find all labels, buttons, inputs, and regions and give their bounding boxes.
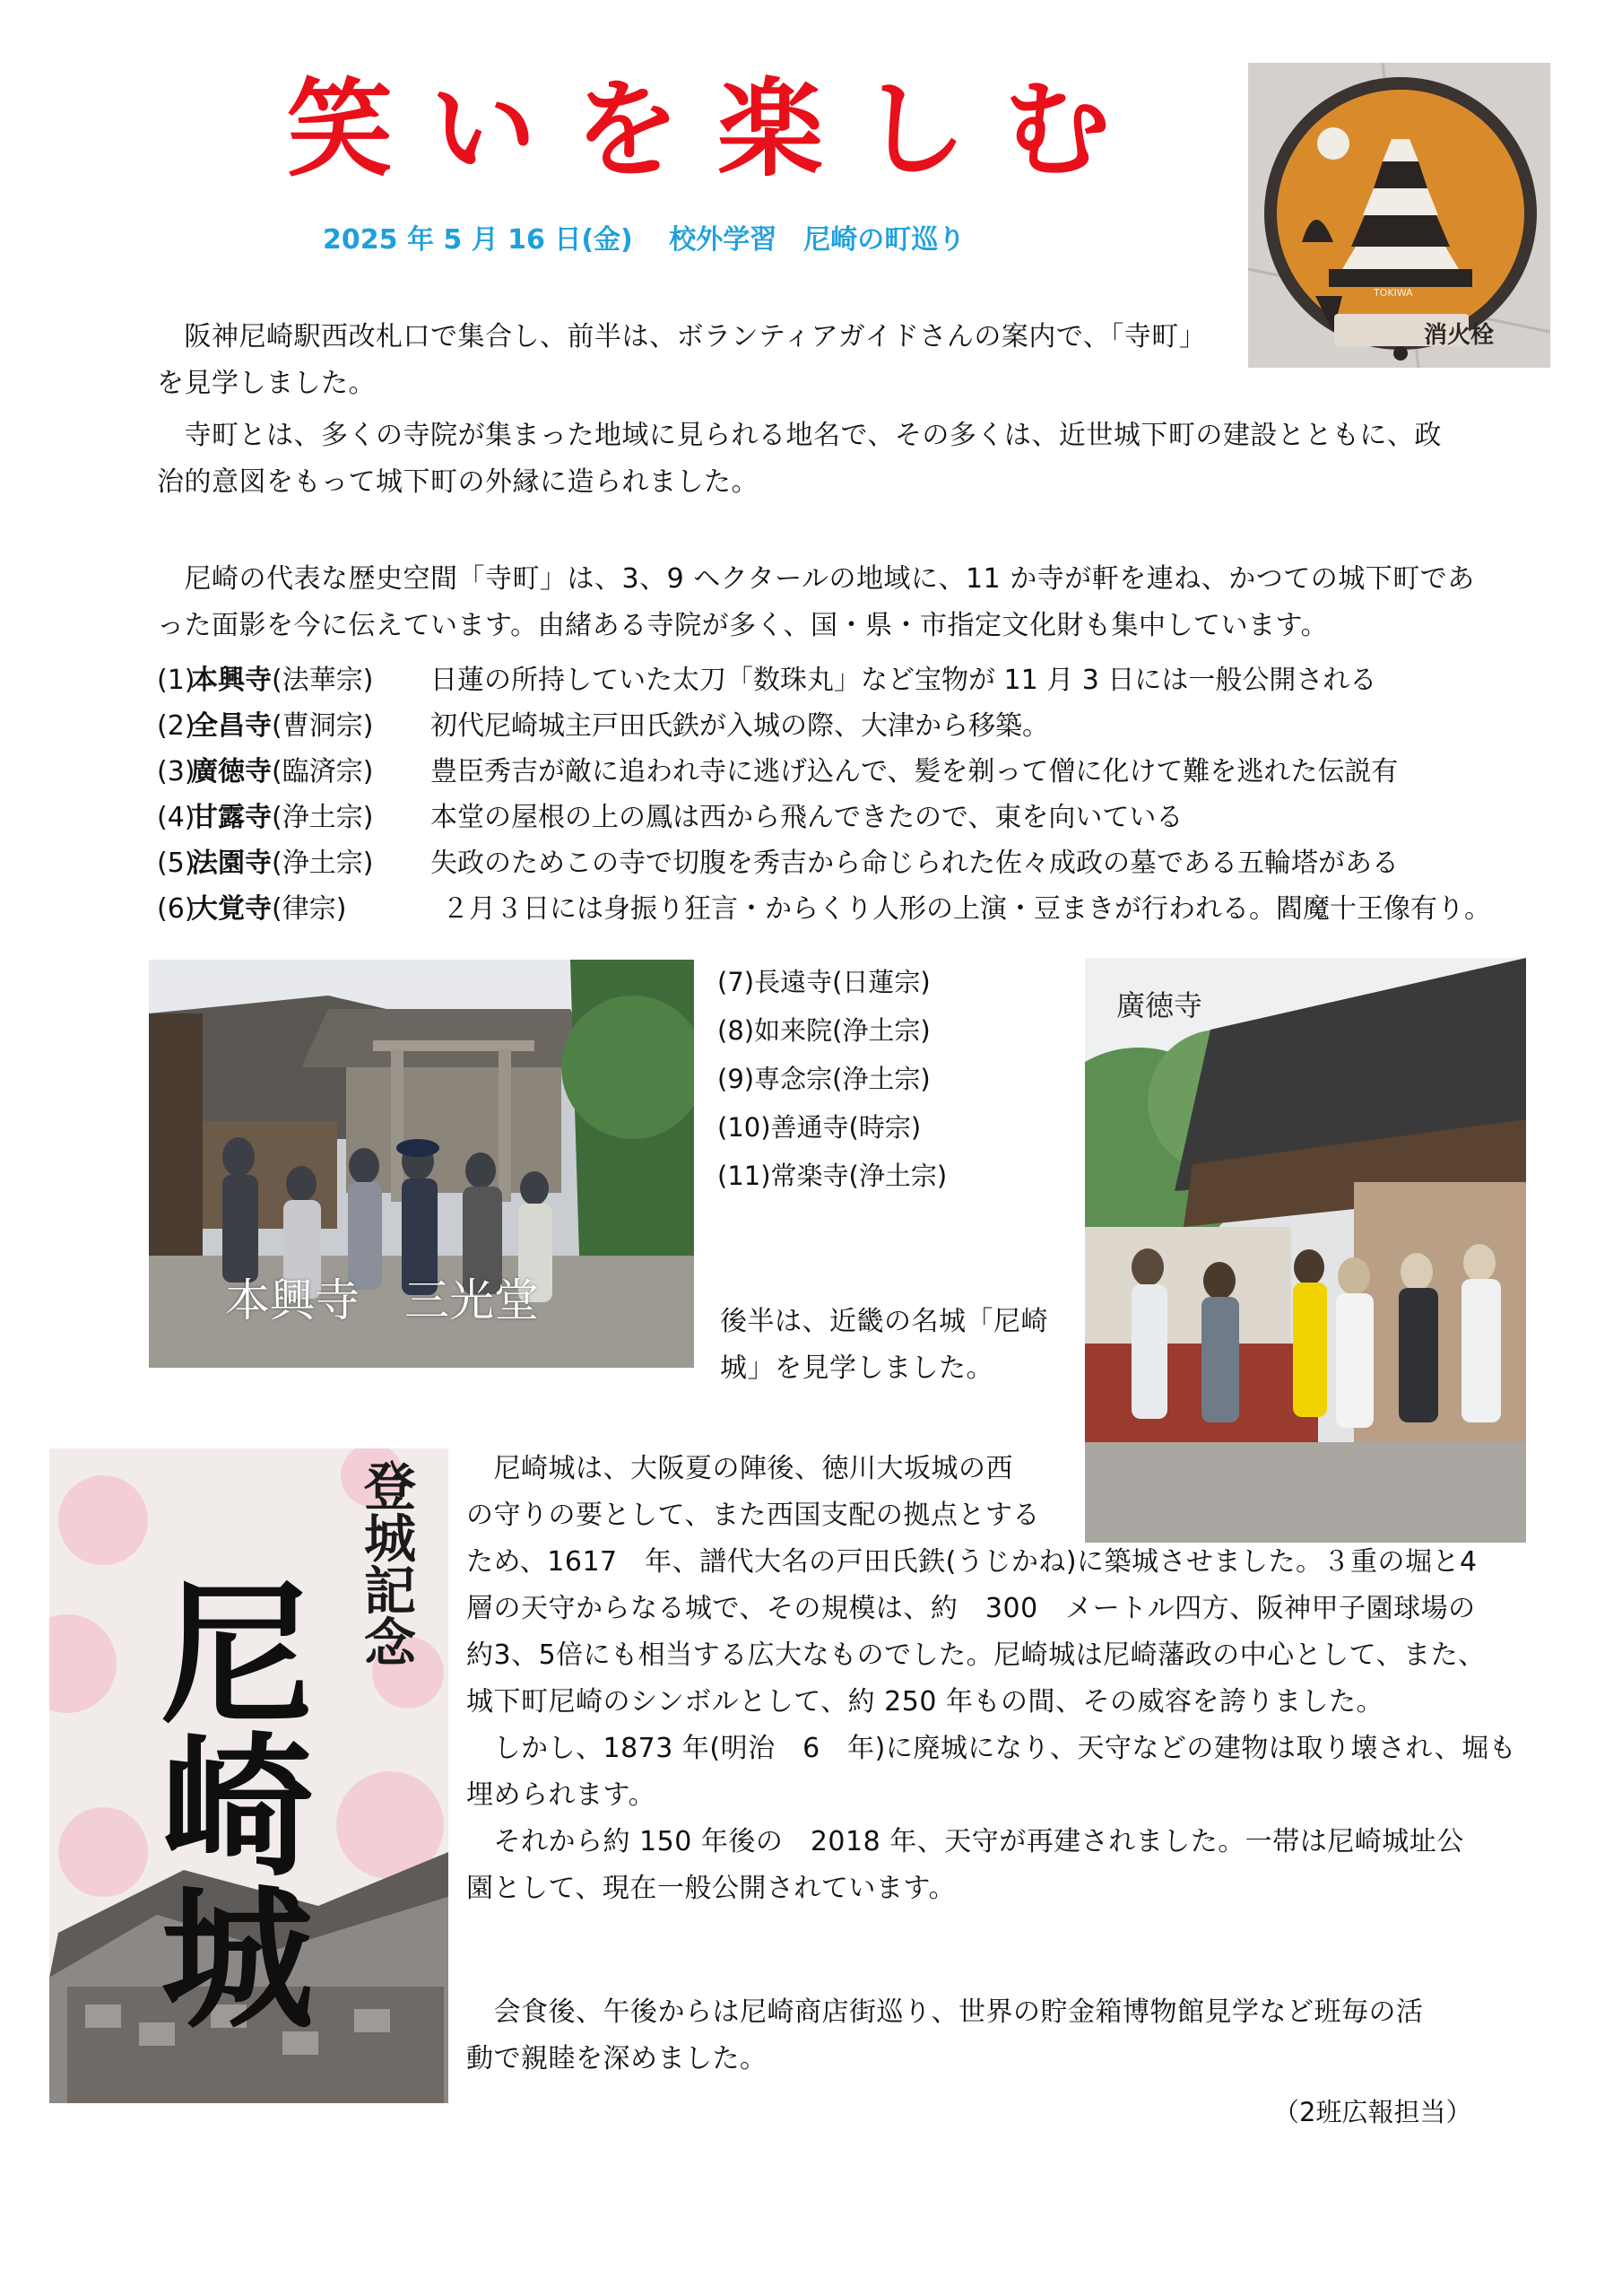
manhole-cover-photo (1248, 63, 1550, 368)
temple-more-item: (8)如来院(浄土宗) (717, 1015, 931, 1046)
temple-number: (4) (157, 802, 195, 833)
intro-p1-line2: を見学しました。 (157, 368, 376, 399)
closing-paragraph (466, 1989, 1542, 2083)
temple-name: 全昌寺 (191, 710, 272, 742)
temple-name: 法園寺 (191, 848, 272, 879)
temple-item (157, 749, 1520, 795)
castle-line: の守りの要として、また西国支配の拠点とする (466, 1500, 1040, 1531)
temple-name: 本興寺 (191, 665, 272, 696)
temple-name: 大覚寺 (191, 893, 272, 925)
temple-sect: (臨済宗) (272, 756, 374, 787)
intro-paragraph-2 (157, 413, 1502, 506)
intro-p3-line2: った面影を今に伝えています。由緒ある寺院が多く、国・県・市指定文化財も集中しています。 (157, 610, 1329, 641)
second-half-text (720, 1299, 1079, 1392)
honkoji-caption: 本興寺 三光堂 (225, 1274, 539, 1326)
temple-number: (2) (157, 710, 195, 742)
closing-line: 会食後、午後からは尼崎商店街巡り、世界の貯金箱博物館見学など班毎の活 (466, 1996, 1424, 2028)
intro-p2-line1: 寺町とは、多くの寺院が集まった地域に見られる地名で、その多くは、近世城下町の建設とともに、政 (157, 420, 1442, 451)
event-subtitle: 2025 年 5 月 16 日(金) 校外学習 尼崎の町巡り (323, 224, 966, 256)
second-half-line2: 城」を見学しました。 (720, 1352, 993, 1384)
manhole-stamp: TOKIWA (1374, 287, 1413, 299)
goshuin-main-text: 尼崎城 (134, 1574, 314, 2031)
castle-line: 層の天守からなる城で、その規模は、約 300 メートル四方、阪神甲子園球場の (466, 1593, 1476, 1624)
temple-number: (5) (157, 848, 195, 879)
second-half-line1: 後半は、近畿の名城「尼崎 (720, 1306, 1048, 1337)
intro-p3-line1: 尼崎の代表な歴史空間「寺町」は、3、9 ヘクタールの地域に、11 か寺が軒を連ね、かつての城下町であ (157, 563, 1475, 595)
temple-more-item: (11)常楽寺(浄土宗) (717, 1161, 948, 1191)
intro-p2-line2: 治的意図をもって城下町の外縁に造られました。 (157, 466, 759, 498)
temple-list (157, 657, 1520, 932)
castle-line: ため、1617 年、譜代大名の戸田氏鉄(うじかね)に築城させました。３重の堀と4 (466, 1546, 1478, 1578)
castle-line: 尼崎城は、大阪夏の陣後、徳川大坂城の西 (466, 1453, 1013, 1484)
temple-sect: (浄土宗) (272, 802, 374, 833)
castle-goshuin-image (49, 1448, 448, 2103)
temple-name: 廣徳寺 (191, 756, 272, 787)
temple-item (157, 703, 1520, 749)
temple-sect: (浄土宗) (272, 848, 374, 879)
intro-p1-line1: 阪神尼崎駅西改札口で集合し、前半は、ボランティアガイドさんの案内で、「寺町」 (157, 321, 1207, 352)
castle-line: 城下町尼崎のシンボルとして、約 250 年もの間、その威容を誇りました。 (466, 1686, 1383, 1718)
temple-description: 日蓮の所持していた太刀「数珠丸」など宝物が 11 月 3 日には一般公開される (430, 665, 1377, 696)
temple-item (157, 657, 1520, 703)
temple-item (157, 886, 1520, 932)
kotokuji-caption: 廣徳寺 (1116, 988, 1203, 1022)
goshuin-top-text: 登城記念 (355, 1459, 416, 1667)
temple-more-item: (10)善通寺(時宗) (717, 1112, 922, 1143)
temple-name: 甘露寺 (191, 802, 272, 833)
temple-number: (1) (157, 665, 195, 696)
temple-description: 本堂の屋根の上の鳳は西から飛んできたので、東を向いている (430, 802, 1184, 833)
temple-description: 初代尼崎城主戸田氏鉄が入城の際、大津から移築。 (430, 710, 1049, 742)
castle-line: 埋められます。 (466, 1779, 656, 1811)
castle-line: 園として、現在一般公開されています。 (466, 1873, 956, 1904)
temple-description: 失政のためこの寺で切腹を秀吉から命じられた佐々成政の墓である五輪塔がある (430, 848, 1399, 879)
temple-number: (3) (157, 756, 195, 787)
credit-line: （2班広報担当） (1273, 2097, 1472, 2127)
intro-paragraph-3 (157, 556, 1502, 649)
castle-line: しかし、1873 年(明治 6 年)に廃城になり、天守などの建物は取り壊され、堀も (466, 1733, 1517, 1764)
page-title: 笑いを楽しむ (287, 67, 1149, 191)
temple-description: 豊臣秀吉が敵に追われ寺に逃げ込んで、髪を剃って僧に化けて難を逃れた伝説有 (430, 756, 1399, 787)
temple-sect: (曹洞宗) (272, 710, 374, 742)
temple-item (157, 840, 1520, 886)
temple-description: ２月３日には身振り狂言・からくり人形の上演・豆まきが行われる。閻魔十王像有り。 (442, 893, 1491, 925)
closing-line: 動で親睦を深めました。 (466, 2043, 768, 2074)
temple-more-item: (7)長遠寺(日蓮宗) (717, 967, 931, 997)
temple-sect: (法華宗) (272, 665, 374, 696)
temple-number: (6) (157, 893, 195, 925)
castle-paragraph (466, 1446, 1542, 1912)
castle-line: 約3、5倍にも相当する広大なものでした。尼崎城は尼崎藩政の中心として、また、 (466, 1639, 1486, 1671)
temple-item (157, 795, 1520, 840)
temple-more-item: (9)専念宗(浄土宗) (717, 1064, 931, 1094)
temple-list-more (717, 958, 1076, 1200)
castle-line: それから約 150 年後の 2018 年、天守が再建されました。一帯は尼崎城址公 (466, 1826, 1464, 1857)
manhole-label: 消火栓 (1424, 322, 1495, 349)
honkoji-photo (149, 960, 694, 1368)
temple-sect: (律宗) (272, 893, 347, 925)
intro-paragraph-1 (157, 314, 1233, 407)
